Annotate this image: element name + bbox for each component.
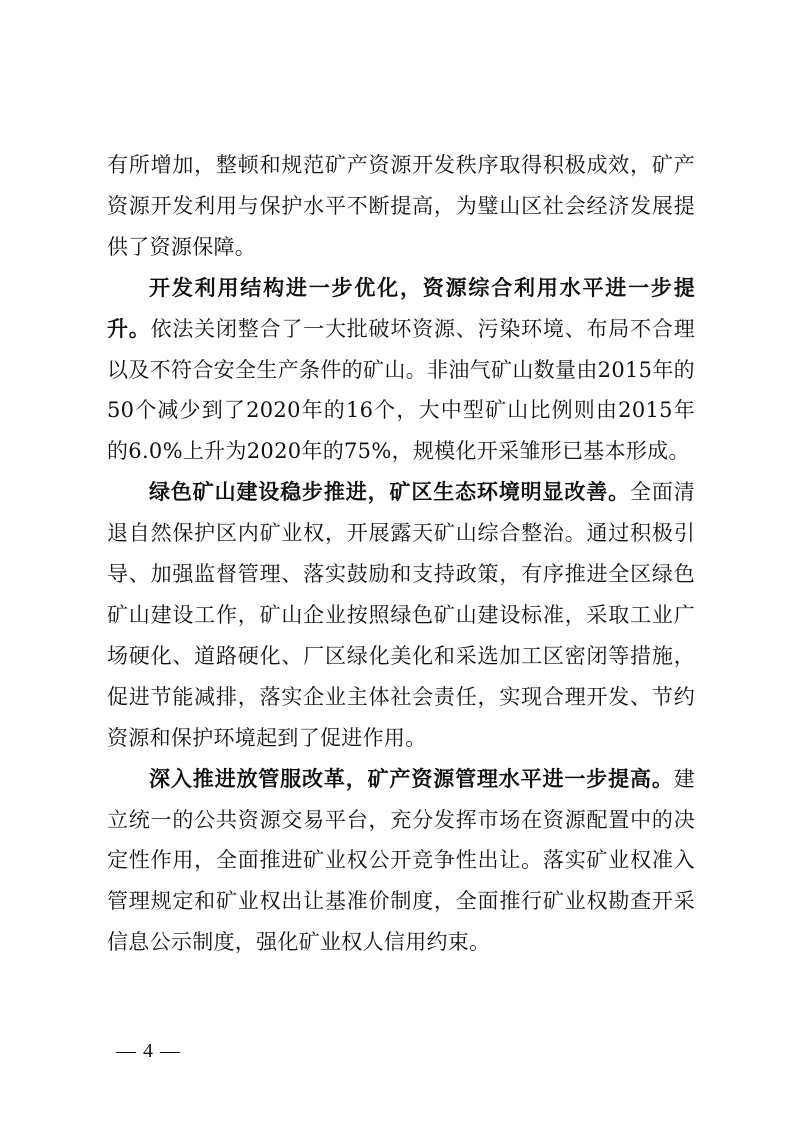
paragraph-text: 有所增加，整顿和规范矿产资源开发秩序取得积极成效，矿产资源开发利用与保护水平不断提高，为璧山区社会经济发展提供了资源保障。: [107, 153, 695, 259]
paragraph-heading: 绿色矿山建设稳步推进，矿区生态环境明显改善。: [149, 479, 630, 505]
paragraph-green-mining: [107, 472, 695, 758]
paragraph-development-structure: [107, 268, 695, 473]
page-number: — 4 —: [116, 1040, 181, 1062]
paragraph-heading: 开发利用结构进一步优化，资源综合利用水平进一步提升。: [107, 274, 695, 341]
paragraph-text: 全面清退自然保护区内矿业权，开展露天矿山综合整治。通过积极引导、加强监督管理、落实鼓励和支持政策，有序推进全区绿色矿山建设工作，矿山企业按照绿色矿山建设标准，采取工业广场硬化、道路硬化、厂区绿化美化和采选加工区密闭等措施，促进节能减排，落实企业主体社会责任，实现合理开发、节约资源和保护环境起到了促进作用。: [107, 480, 695, 750]
paragraph-reform: [107, 759, 695, 964]
body-text: [107, 145, 695, 963]
paragraph-continuation: [107, 145, 695, 268]
paragraph-heading: 深入推进放管服改革，矿产资源管理水平进一步提高。: [149, 765, 674, 791]
paragraph-text: 建立统一的公共资源交易平台，充分发挥市场在资源配置中的决定性作用，全面推进矿业权公开竞争性出让。落实矿业权准入管理规定和矿业权出让基准价制度，全面推行矿业权勘查开采信息公示制度，强化矿业权人信用约束。: [107, 766, 695, 955]
paragraph-text: 依法关闭整合了一大批破坏资源、污染环境、布局不合理以及不符合安全生产条件的矿山。非油气矿山数量由2015年的50个减少到了2020年的16个，大中型矿山比例则由2015年的6.0%上升为2020年的75%，规模化开采雏形已基本形成。: [107, 316, 695, 464]
